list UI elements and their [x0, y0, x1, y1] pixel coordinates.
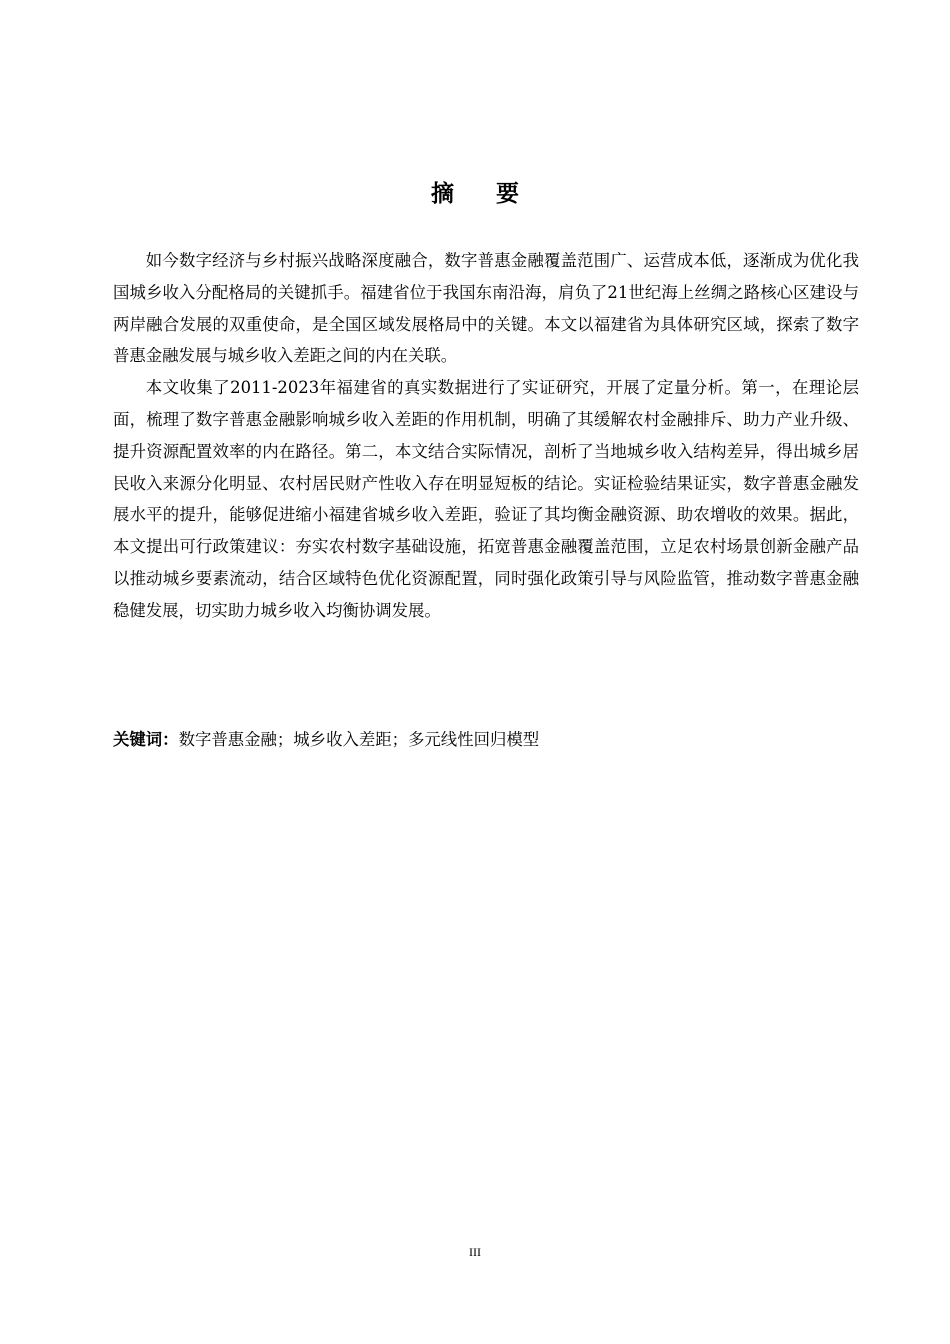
keywords-text: 数字普惠金融；城乡收入差距；多元线性回归模型: [178, 730, 540, 749]
keywords-label: 关键词：: [113, 730, 179, 749]
abstract-title: [0, 178, 950, 210]
abstract-paragraph-1: 如今数字经济与乡村振兴战略深度融合，数字普惠金融覆盖范围广、运营成本低，逐渐成为优化我国城乡收入分配格局的关键抓手。福建省位于我国东南沿海，肩负了21世纪海上丝绸之路核心区建设与两岸融合发展的双重使命，是全国区域发展格局中的关键。本文以福建省为具体研究区域，探索了数字普惠金融发展与城乡收入差距之间的内在关联。: [113, 251, 859, 366]
abstract-body: [113, 245, 859, 627]
page-number: III: [469, 1245, 481, 1259]
keywords-line: [113, 724, 859, 755]
abstract-paragraph-2: 本文收集了2011-2023年福建省的真实数据进行了实证研究，开展了定量分析。第一，在理论层面，梳理了数字普惠金融影响城乡收入差距的作用机制，明确了其缓解农村金融排斥、助力产业升级、提升资源配置效率的内在路径。第二，本文结合实际情况，剖析了当地城乡收入结构差异，得出城乡居民收入来源分化明显、农村居民财产性收入存在明显短板的结论。实证检验结果证实，数字普惠金融发展水平的提升，能够促进缩小福建省城乡收入差距，验证了其均衡金融资源、助农增收的效果。据此，本文提出可行政策建议：夯实农村数字基础设施，拓宽普惠金融覆盖范围，立足农村场景创新金融产品以推动城乡要素流动，结合区域特色优化资源配置，同时强化政策引导与风险监管，推动数字普惠金融稳健发展，切实助力城乡收入均衡协调发展。: [113, 378, 859, 620]
abstract-title-char-2: 要: [496, 181, 519, 207]
abstract-title-char-1: 摘: [431, 181, 454, 207]
